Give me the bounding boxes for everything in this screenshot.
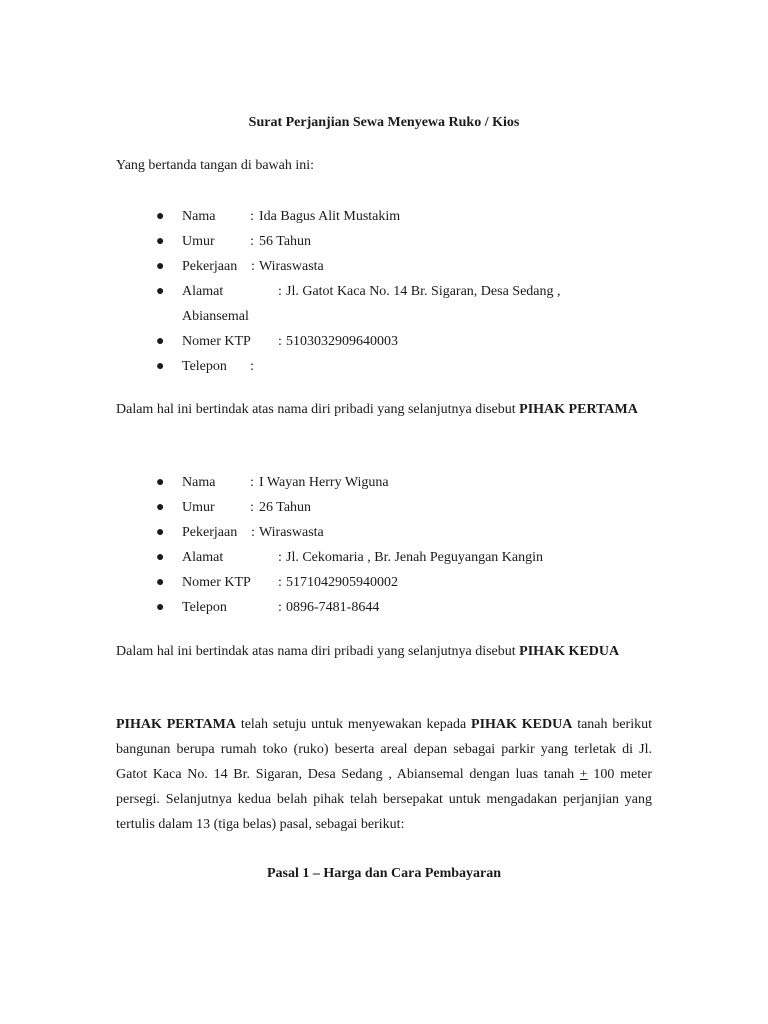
bullet-icon: ● — [156, 234, 165, 249]
field-label: Umur — [182, 234, 215, 249]
list-item — [116, 354, 652, 379]
field-value: 26 Tahun — [259, 500, 312, 515]
list-item — [116, 204, 652, 229]
list-item — [116, 595, 652, 620]
party2-statement — [116, 639, 652, 664]
field-label: Alamat — [182, 550, 224, 565]
bullet-icon: ● — [156, 500, 165, 515]
bullet-icon: ● — [156, 575, 165, 590]
party2-ref: PIHAK KEDUA — [471, 717, 573, 732]
party1-ref: PIHAK PERTAMA — [116, 717, 236, 732]
list-item — [116, 520, 652, 545]
field-label: Nama — [182, 475, 216, 490]
party2-designation: PIHAK KEDUA — [519, 644, 620, 659]
field-value: Jl. Cekomaria , Br. Jenah Peguyangan Kangin — [286, 550, 544, 565]
field-value: I Wayan Herry Wiguna — [259, 475, 389, 490]
field-separator: : — [278, 575, 282, 590]
bullet-icon: ● — [156, 475, 165, 490]
field-value: 5171042905940002 — [286, 575, 398, 590]
agreement-paragraph — [116, 712, 652, 837]
section-title: Pasal 1 – Harga dan Cara Pembayaran — [266, 866, 502, 881]
field-label: Nomer KTP — [182, 575, 251, 590]
field-separator: : — [250, 209, 254, 224]
statement-text: Dalam hal ini bertindak atas nama diri pribadi yang selanjutnya disebut — [116, 644, 516, 659]
party1-designation: PIHAK PERTAMA — [519, 402, 638, 417]
field-separator: : — [278, 284, 282, 299]
statement-text: Dalam hal ini bertindak atas nama diri pribadi yang selanjutnya disebut — [116, 402, 516, 417]
plus-minus-sign: + — [579, 767, 588, 782]
field-value: 5103032909640003 — [286, 334, 398, 349]
field-value: 56 Tahun — [259, 234, 312, 249]
field-separator: : — [250, 475, 254, 490]
field-value: Ida Bagus Alit Mustakim — [259, 209, 401, 224]
party1-list — [116, 204, 652, 379]
bullet-icon: ● — [156, 550, 165, 565]
field-separator: : — [250, 359, 254, 374]
field-label: Umur — [182, 500, 215, 515]
field-value: Wiraswasta — [259, 525, 324, 540]
field-separator: : — [250, 500, 254, 515]
bullet-icon: ● — [156, 359, 165, 374]
list-item — [116, 495, 652, 520]
intro-text: Yang bertanda tangan di bawah ini: — [116, 158, 315, 173]
bullet-icon: ● — [156, 284, 165, 299]
field-label: Alamat — [182, 284, 224, 299]
list-item — [116, 545, 652, 570]
field-label: Telepon — [182, 359, 227, 374]
field-separator: : — [278, 550, 282, 565]
field-value: 0896-7481-8644 — [286, 600, 380, 615]
agreement-text-1: telah setuju untuk menyewakan kepada — [240, 717, 467, 732]
field-label: Nomer KTP — [182, 334, 251, 349]
bullet-icon: ● — [156, 209, 165, 224]
field-label: Pekerjaan — [182, 525, 238, 540]
bullet-icon: ● — [156, 334, 165, 349]
agreement-text-2: tanah berikut bangunan berupa rumah toko (ruko) beserta areal depan sebagai parkir yang terletak di Jl. Gatot Kaca No. 14 Br. Sigaran, Desa Sedang , Abiansemal dengan luas tanah — [116, 717, 652, 782]
document-title: Surat Perjanjian Sewa Menyewa Ruko / Kios — [248, 115, 520, 130]
bullet-icon: ● — [156, 259, 165, 274]
agreement-text-3: 100 meter persegi. Selanjutnya kedua belah pihak telah bersepakat untuk mengadakan perjanjian yang tertulis dalam 13 (tiga belas) pasal, sebagai berikut: — [116, 767, 653, 832]
list-item — [116, 329, 652, 354]
field-value: Wiraswasta — [259, 259, 324, 274]
bullet-icon: ● — [156, 525, 165, 540]
field-label: Nama — [182, 209, 216, 224]
field-value: Jl. Gatot Kaca No. 14 Br. Sigaran, Desa Sedang , Abiansemal — [182, 284, 561, 324]
field-label: Pekerjaan — [182, 259, 238, 274]
party2-list — [116, 470, 652, 620]
list-item — [116, 279, 652, 329]
field-separator: : — [278, 334, 282, 349]
list-item — [116, 570, 652, 595]
list-item — [116, 229, 652, 254]
field-separator: : — [251, 525, 255, 540]
bullet-icon: ● — [156, 600, 165, 615]
field-separator: : — [251, 259, 255, 274]
field-separator: : — [278, 600, 282, 615]
party1-statement — [116, 397, 652, 422]
list-item — [116, 254, 652, 279]
list-item — [116, 470, 652, 495]
field-label: Telepon — [182, 600, 227, 615]
field-separator: : — [250, 234, 254, 249]
